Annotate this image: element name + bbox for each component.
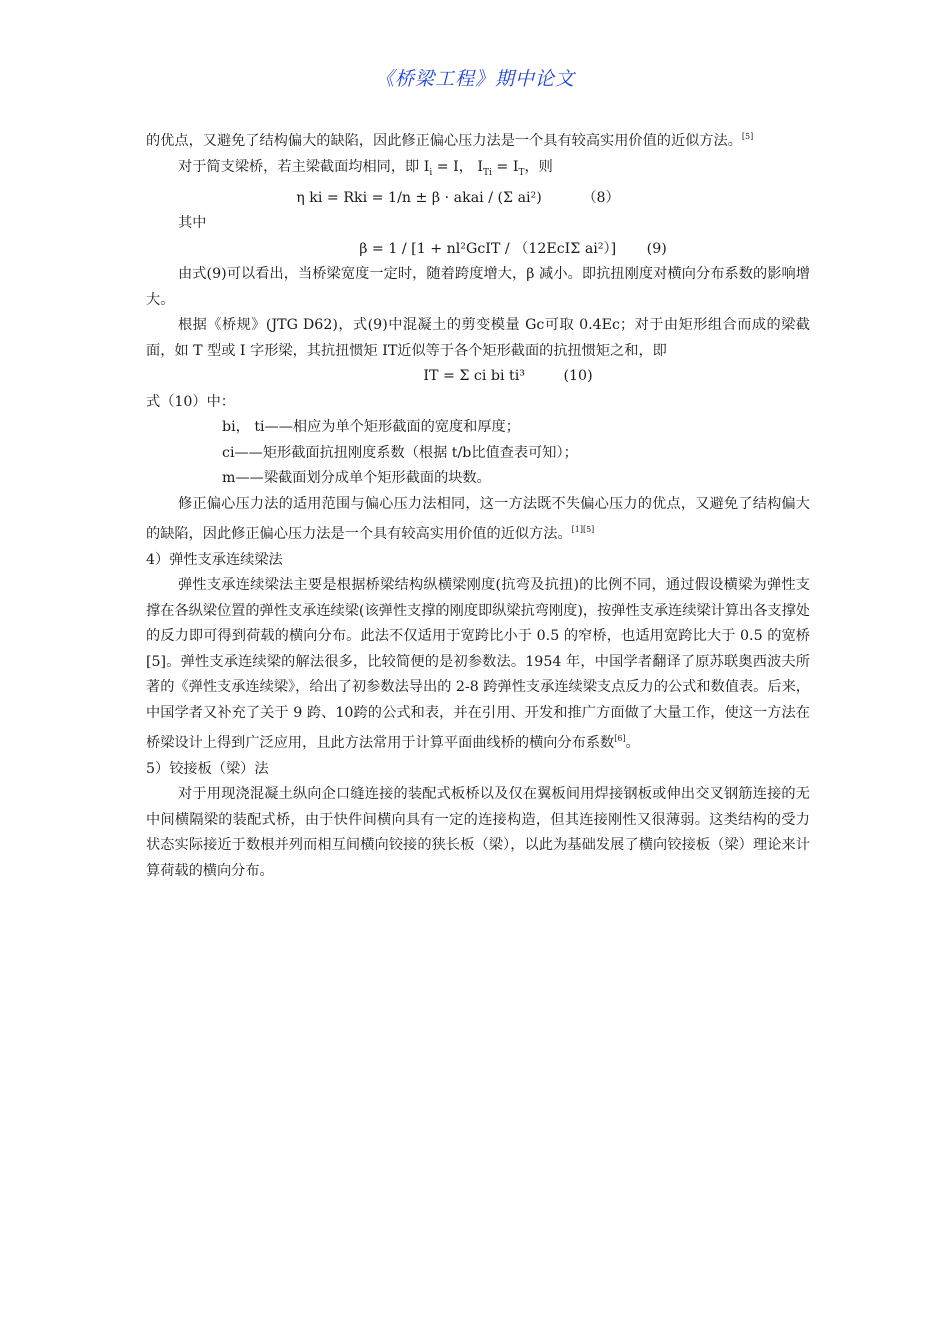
subscript: i xyxy=(429,167,433,178)
citation: [1][5] xyxy=(571,525,595,535)
text: 。 xyxy=(625,735,640,752)
paragraph: 对于用现浇混凝土纵向企口缝连接的装配式板桥以及仅在翼板间用焊接钢板或伸出交叉钢筋连接的无中间横隔梁的装配式桥，由于快件间横向具有一定的连接构造，但其连接刚性又很薄弱。这类结构的受力状态实际接近于数根并列而相互间横向铰接的狭长板（梁），以此为基础发展了横向铰接板（梁）理论来计算荷载的横向分布。 xyxy=(146,786,810,879)
equation-8 xyxy=(146,186,810,212)
page-header: 《桥梁工程》期中论文 xyxy=(374,68,575,90)
definition-item: m——梁截面划分成单个矩形截面的块数。 xyxy=(222,470,491,487)
text: = I xyxy=(491,158,519,175)
text: 对于简支梁桥，若主梁截面均相同，即 I xyxy=(178,158,430,175)
subscript: T xyxy=(518,167,525,178)
equation-9 xyxy=(146,237,810,263)
equation-text: η ki = Rki = 1/n ± β · akai / (Σ ai²) xyxy=(296,189,542,206)
definition-item: ci——矩形截面抗扭刚度系数（根据 t/b比值查表可知）； xyxy=(222,444,578,461)
paragraph xyxy=(146,492,810,548)
equation-text: IT = Σ ci bi ti³ xyxy=(423,368,525,385)
citation: [5] xyxy=(741,132,754,141)
paragraph xyxy=(146,573,810,757)
document-body xyxy=(146,124,810,884)
citation: [6] xyxy=(614,734,626,744)
section-heading: 4）弹性支承连续梁法 xyxy=(146,551,283,568)
text: ，则 xyxy=(524,158,553,175)
section-heading: 5）铰接板（梁）法 xyxy=(146,760,269,777)
paragraph: 由式(9)可以看出，当桥梁宽度一定时，随着跨度增大，β 减小。即抗扭刚度对横向分布系数的影响增大。 xyxy=(146,266,810,308)
paragraph: 式（10）中： xyxy=(146,393,235,410)
equation-text: β = 1 / [1 + nl²GcIT / （12EcIΣ ai²）] xyxy=(359,240,617,257)
paragraph-text: 的优点，又避免了结构偏大的缺陷，因此修正偏心压力法是一个具有较高实用价值的近似方法。 xyxy=(146,133,742,149)
equation-number: (10) xyxy=(563,368,593,385)
paragraph xyxy=(146,155,810,186)
paragraph: 根据《桥规》(JTG D62)，式(9)中混凝土的剪变模量 Gc可取 0.4Ec；对于由矩形组合而成的梁截面，如 T 型或 I 字形梁，其抗扭惯矩 IT近似等于各个矩形截面的抗扭惯矩之和，即 xyxy=(146,317,810,359)
equation-10 xyxy=(146,364,810,390)
equation-number: （8） xyxy=(582,189,620,206)
equation-number: (9) xyxy=(646,240,667,257)
paragraph-text: 弹性支承连续梁法主要是根据桥梁结构纵横梁刚度(抗弯及抗扭)的比例不同，通过假设横梁为弹性支撑在各纵梁位置的弹性支承连续梁(该弹性支撑的刚度即纵梁抗弯刚度)，按弹性支承连续梁计算出各支撑处的反力即可得到荷载的横向分布。此法不仅适用于宽跨比小于 0.5 的窄桥，也适用宽跨比大于 0.5 的宽桥[5]。弹性支承连续梁的解法很多，比较简便的是初参数法。1954 年，中国学者翻译了原苏联奥西波夫所著的《弹性支承连续梁》，给出了初参数法导出的 2-8 跨弹性支承连续梁支点反力的公式和数值表。后来，中国学者又补充了关于 9 跨、10跨的公式和表，并在引用、开发和推广方面做了大量工作，使这一方法在桥梁设计上得到广泛应用，且此方法常用于计算平面曲线桥的横向分布系数 xyxy=(146,577,810,752)
paragraph: 其中 xyxy=(178,215,207,232)
paragraph-text: 修正偏心压力法的适用范围与偏心压力法相同，这一方法既不失偏心压力的优点，又避免了结构偏大的缺陷，因此修正偏心压力法是一个具有较高实用价值的近似方法。 xyxy=(146,495,810,543)
paragraph xyxy=(146,124,810,155)
subscript: Ti xyxy=(483,167,492,178)
text: = I， I xyxy=(432,158,484,175)
definition-item: bi， ti——相应为单个矩形截面的宽度和厚度； xyxy=(222,419,520,436)
